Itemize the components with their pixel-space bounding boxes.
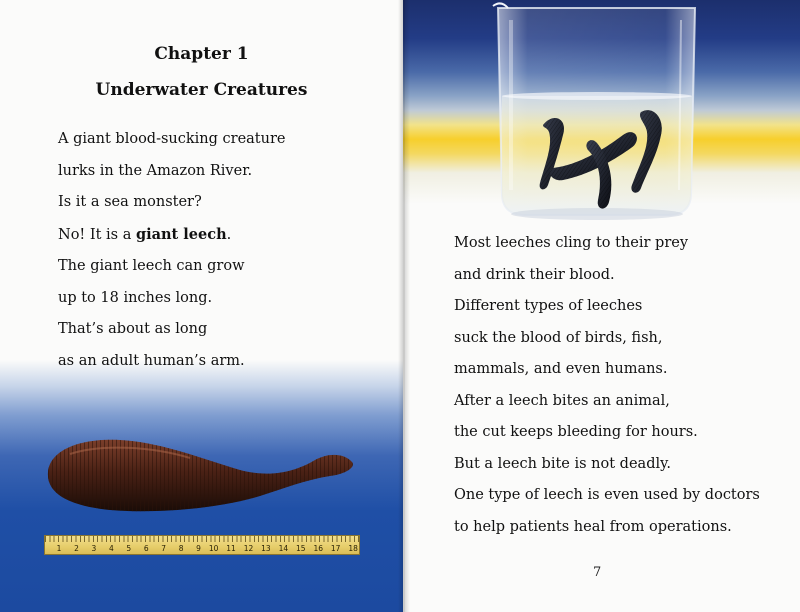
text-line: That’s about as long: [58, 321, 208, 337]
ruler-number: 1: [56, 544, 62, 553]
ruler-number: 4: [108, 544, 114, 553]
right-page-text: [454, 228, 760, 543]
ruler: [44, 535, 360, 555]
chapter-title: Underwater Creatures: [95, 80, 308, 100]
ruler-number: 5: [126, 544, 132, 553]
ruler-number: 12: [243, 544, 254, 553]
page-number: 7: [593, 565, 602, 580]
text-line: [58, 219, 286, 252]
text-line: suck the blood of birds, fish,: [454, 329, 663, 346]
ruler-number: 13: [261, 544, 271, 553]
giant-leech-illustration: [40, 430, 360, 520]
text-line: A giant blood-sucking creature: [58, 131, 286, 147]
text-line: as an adult human’s arm.: [58, 352, 245, 369]
right-page: [403, 0, 800, 612]
text-span: No! It is a: [58, 226, 136, 243]
ruler-numbers: [45, 542, 359, 555]
ruler-number: 14: [278, 544, 289, 553]
text-line: the cut keeps bleeding for hours.: [454, 424, 698, 440]
ruler-number: 11: [226, 544, 236, 553]
text-line: mammals, and even humans.: [454, 361, 668, 377]
text-line: Is it a sea monster?: [58, 194, 202, 210]
left-page-text: [58, 124, 286, 377]
ruler-number: 16: [313, 544, 323, 553]
text-line: Different types of leeches: [454, 298, 643, 314]
ruler-number: 6: [143, 544, 149, 553]
ruler-number: 8: [178, 544, 184, 553]
beaker-illustration: [403, 0, 800, 240]
bold-term: giant leech: [135, 225, 227, 243]
chapter-number: Chapter 1: [154, 44, 249, 64]
ruler-number: 18: [348, 544, 358, 553]
ruler-number: 7: [161, 544, 167, 553]
text-line: up to 18 inches long.: [58, 289, 213, 306]
book-gutter: [398, 0, 410, 612]
ruler-number: 10: [208, 544, 219, 553]
text-line: Most leeches cling to their prey: [454, 235, 689, 251]
text-line: The giant leech can grow: [58, 258, 245, 274]
text-line: lurks in the Amazon River.: [58, 162, 253, 179]
text-span: .: [226, 226, 232, 243]
text-line: to help patients heal from operations.: [454, 518, 732, 535]
text-line: One type of leech is even used by doctors: [454, 487, 760, 503]
text-line: But a leech bite is not deadly.: [454, 455, 671, 472]
text-line: and drink their blood.: [454, 266, 615, 283]
ruler-number: 15: [296, 544, 306, 553]
text-line: After a leech bites an animal,: [454, 392, 670, 409]
ruler-number: 2: [74, 544, 79, 553]
ruler-number: 9: [196, 544, 201, 553]
ruler-number: 17: [330, 544, 341, 553]
ruler-number: 3: [91, 544, 97, 553]
